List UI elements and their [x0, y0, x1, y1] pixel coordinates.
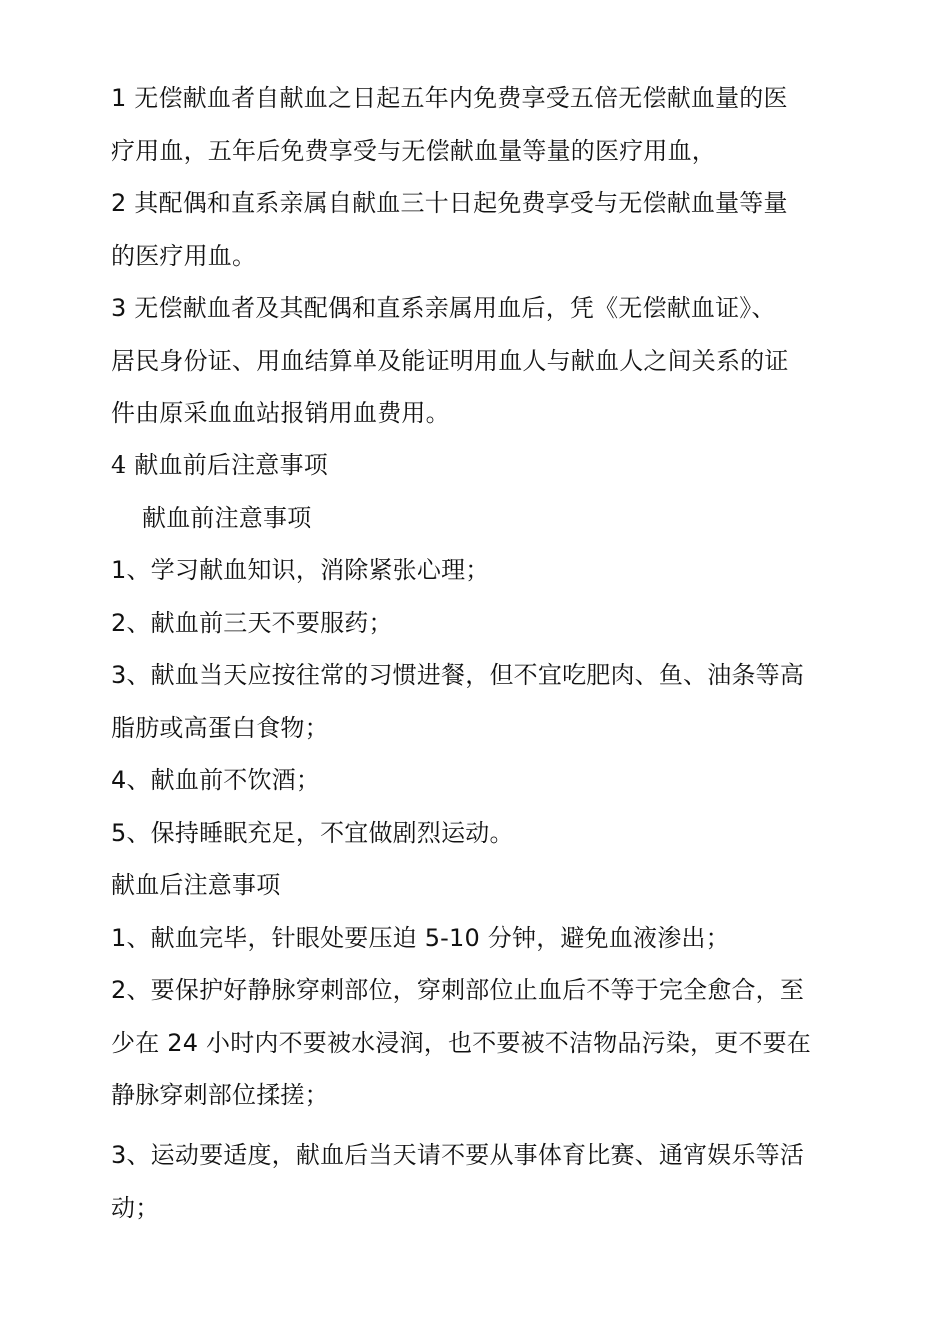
list-item: 2、献血前三天不要服药；: [111, 609, 393, 637]
paragraph-line: 居民身份证、用血结算单及能证明用血人与献血人之间关系的证: [111, 347, 789, 375]
list-item: 1、学习献血知识，消除紧张心理；: [111, 556, 490, 584]
list-item-continuation: 动；: [111, 1194, 160, 1222]
list-item-continuation: 脂肪或高蛋白食物；: [111, 714, 329, 742]
list-item: 5、保持睡眠充足，不宜做剧烈运动。: [111, 819, 514, 847]
paragraph-line: 件由原采血血站报销用血费用。: [111, 399, 450, 427]
paragraph-line: 1 无偿献血者自献血之日起五年内免费享受五倍无偿献血量的医: [111, 84, 788, 112]
subsection-heading: 献血后注意事项: [111, 871, 281, 899]
paragraph-line: 3 无偿献血者及其配偶和直系亲属用血后，凭《无偿献血证》、: [111, 294, 776, 322]
list-item: 3、献血当天应按往常的习惯进餐，但不宜吃肥肉、鱼、油条等高: [111, 661, 805, 689]
subsection-heading: 献血前注意事项: [142, 504, 312, 532]
section-heading: 4 献血前后注意事项: [111, 451, 328, 479]
list-item: 4、献血前不饮酒；: [111, 766, 321, 794]
list-item: 1、献血完毕，针眼处要压迫 5-10 分钟，避免血液渗出；: [111, 924, 730, 952]
list-item: 2、要保护好静脉穿刺部位，穿刺部位止血后不等于完全愈合，至: [111, 976, 805, 1004]
paragraph-line: 的医疗用血。: [111, 242, 257, 270]
list-item-continuation: 少在 24 小时内不要被水浸润，也不要被不洁物品污染，更不要在: [111, 1029, 811, 1057]
paragraph-line: 2 其配偶和直系亲属自献血三十日起免费享受与无偿献血量等量: [111, 189, 788, 217]
list-item: 3、运动要适度，献血后当天请不要从事体育比赛、通宵娱乐等活: [111, 1141, 805, 1169]
paragraph-line: 疗用血，五年后免费享受与无偿献血量等量的医疗用血，: [111, 137, 716, 165]
list-item-continuation: 静脉穿刺部位揉搓；: [111, 1081, 329, 1109]
